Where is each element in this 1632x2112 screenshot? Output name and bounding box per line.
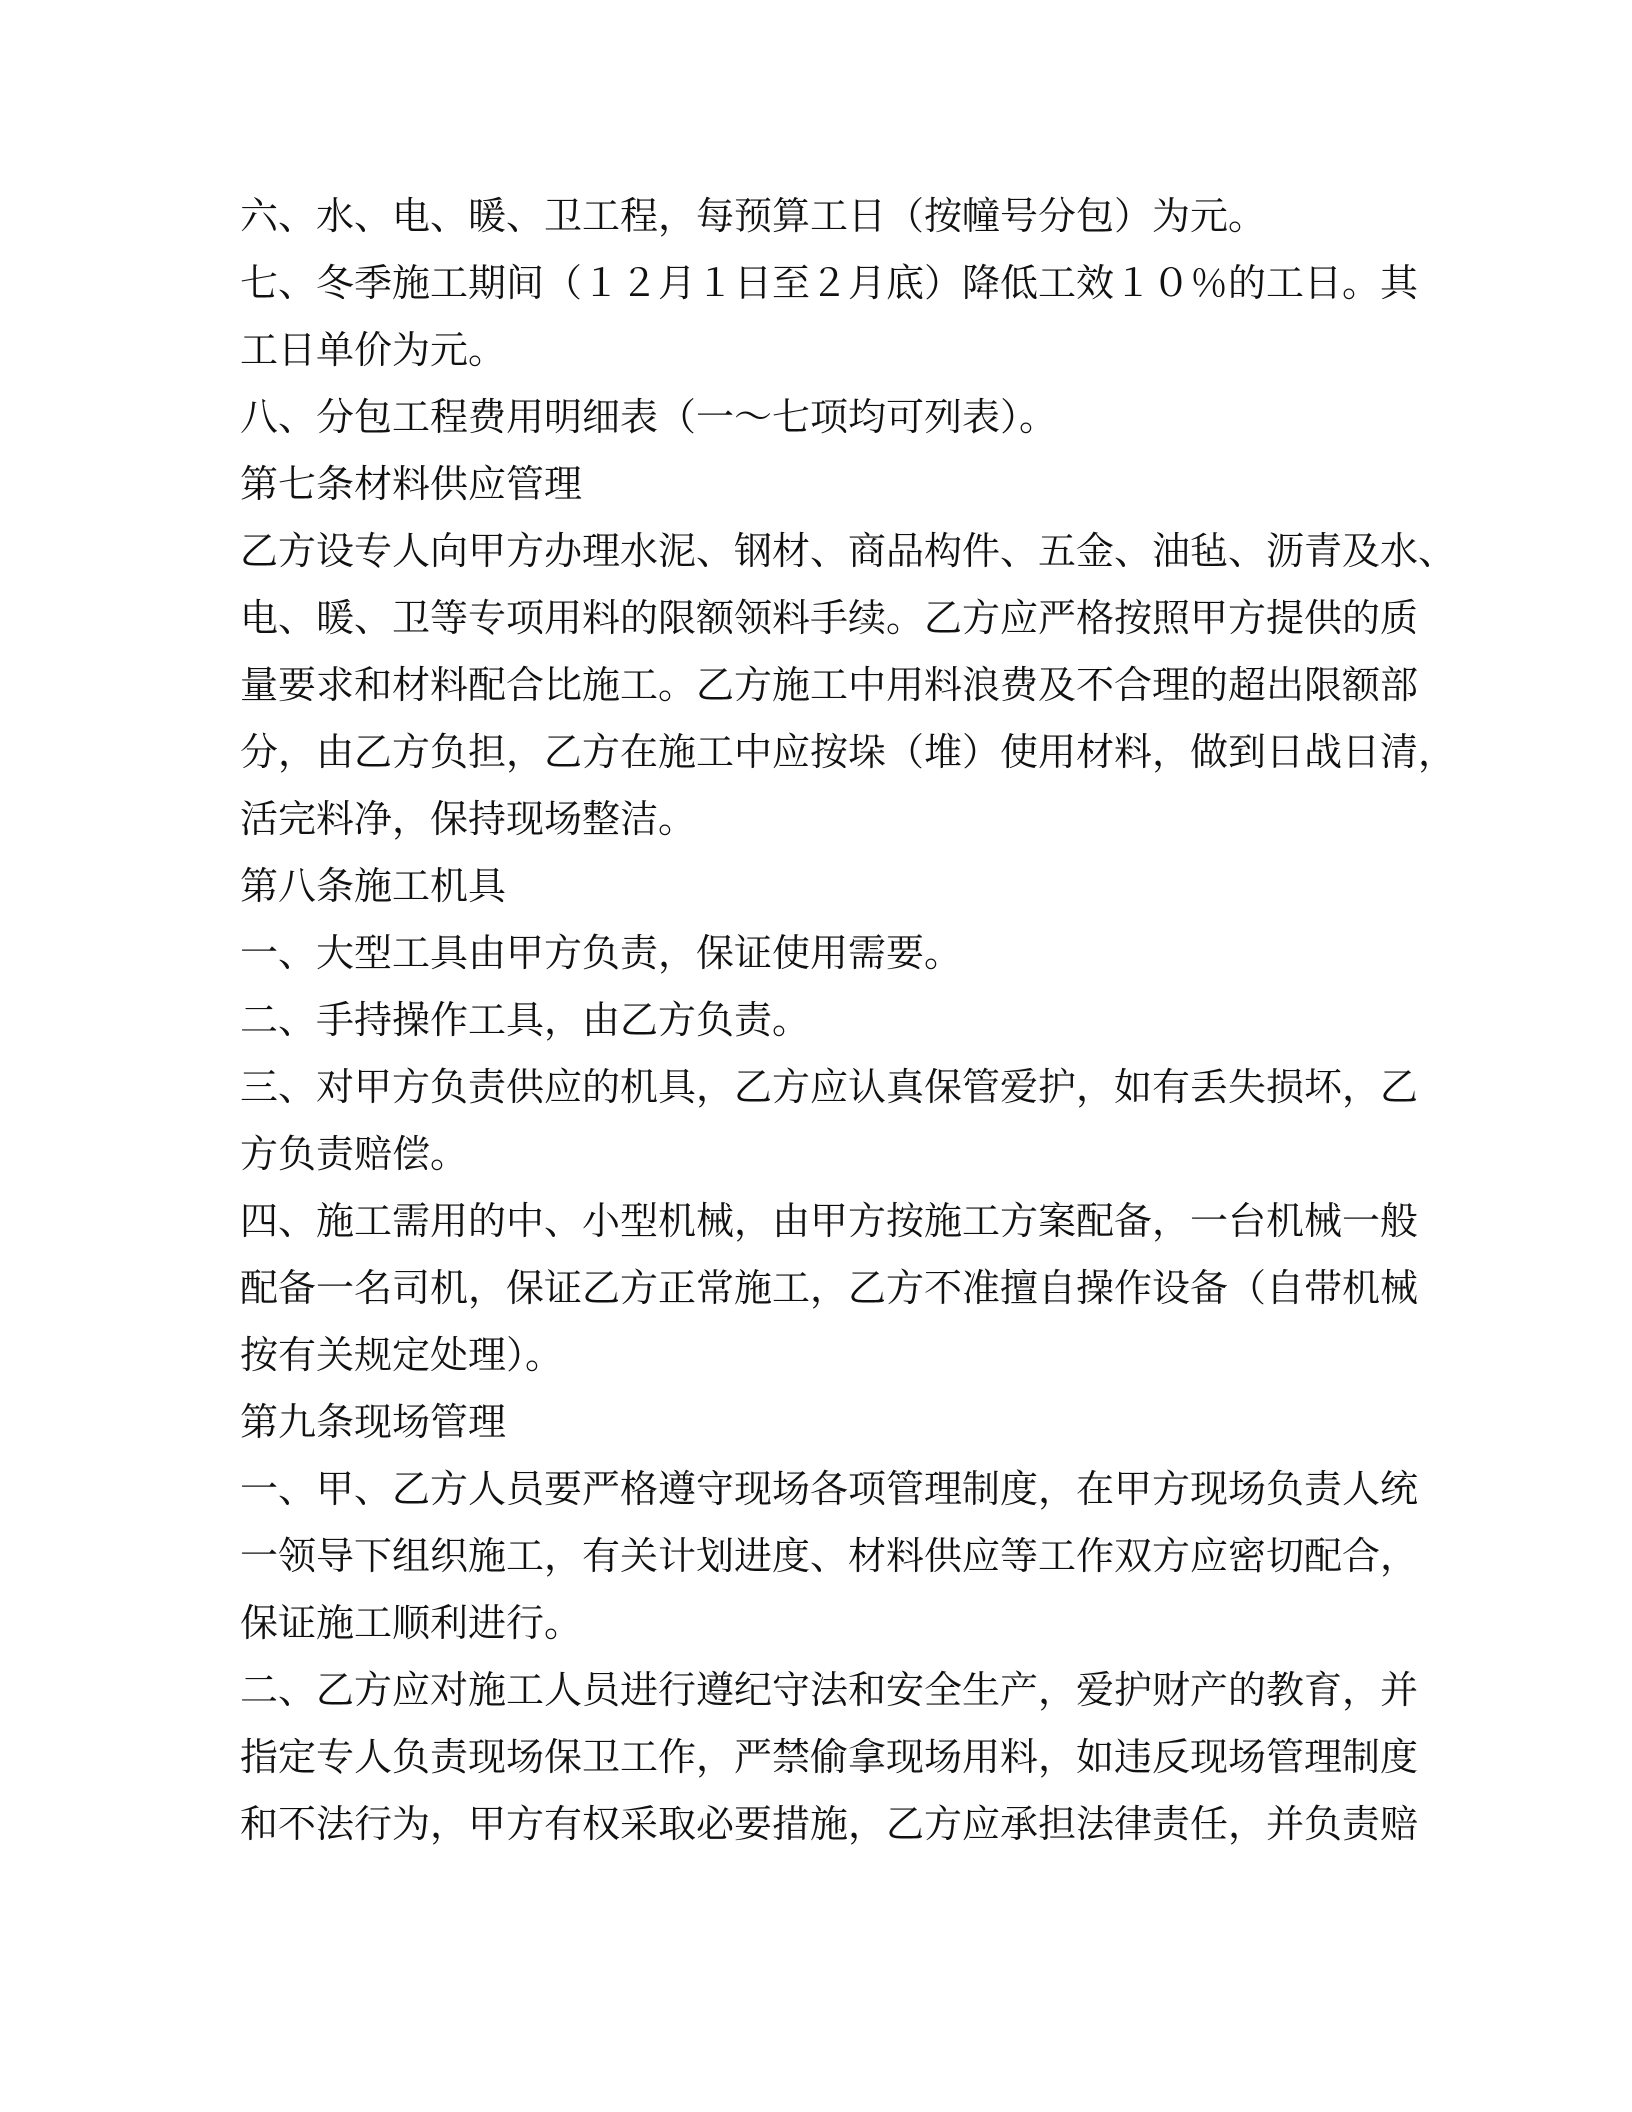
text-line: 乙方设专人向甲方办理水泥、钢材、商品构件、五金、油毡、沥青及水、 xyxy=(240,529,1457,573)
document-body xyxy=(240,183,1457,1858)
text-line: 方负责赔偿。 xyxy=(240,1132,469,1176)
text-line: 分，由乙方负担，乙方在施工中应按垛（堆）使用材料，做到日战日清， xyxy=(240,730,1457,774)
section-heading: 第七条材料供应管理 xyxy=(240,462,583,506)
text-line: 四、施工需用的中、小型机械，由甲方按施工方案配备，一台机械一般 xyxy=(240,1199,1419,1243)
text-line: 六、水、电、暖、卫工程，每预算工日（按幢号分包）为元。 xyxy=(240,194,1267,238)
text-line: 七、冬季施工期间（１２月１日至２月底）降低工效１０％的工日。其 xyxy=(240,261,1419,305)
text-line: 指定专人负责现场保卫工作，严禁偷拿现场用料，如违反现场管理制度 xyxy=(240,1735,1419,1779)
text-line: 二、乙方应对施工人员进行遵纪守法和安全生产，爱护财产的教育，并 xyxy=(240,1668,1419,1712)
text-line: 三、对甲方负责供应的机具，乙方应认真保管爱护，如有丢失损坏，乙 xyxy=(240,1065,1419,1109)
section-heading: 第八条施工机具 xyxy=(240,864,507,908)
text-line: 保证施工顺利进行。 xyxy=(240,1601,583,1645)
text-line: 工日单价为元。 xyxy=(240,328,507,372)
text-line: 按有关规定处理）。 xyxy=(240,1333,564,1377)
text-line: 一领导下组织施工，有关计划进度、材料供应等工作双方应密切配合， xyxy=(240,1534,1419,1578)
text-line: 八、分包工程费用明细表（一～七项均可列表）。 xyxy=(240,395,1058,439)
section-heading: 第九条现场管理 xyxy=(240,1400,507,1444)
text-line: 电、暖、卫等专项用料的限额领料手续。乙方应严格按照甲方提供的质 xyxy=(240,596,1419,640)
text-line: 一、甲、乙方人员要严格遵守现场各项管理制度，在甲方现场负责人统 xyxy=(240,1467,1419,1511)
text-line: 量要求和材料配合比施工。乙方施工中用料浪费及不合理的超出限额部 xyxy=(240,663,1419,707)
text-line: 活完料净，保持现场整洁。 xyxy=(240,797,697,841)
text-line: 二、手持操作工具，由乙方负责。 xyxy=(240,998,811,1042)
text-line: 配备一名司机，保证乙方正常施工，乙方不准擅自操作设备（自带机械 xyxy=(240,1266,1419,1310)
text-line: 和不法行为，甲方有权采取必要措施，乙方应承担法律责任，并负责赔 xyxy=(240,1802,1419,1846)
text-line: 一、大型工具由甲方负责，保证使用需要。 xyxy=(240,931,963,975)
